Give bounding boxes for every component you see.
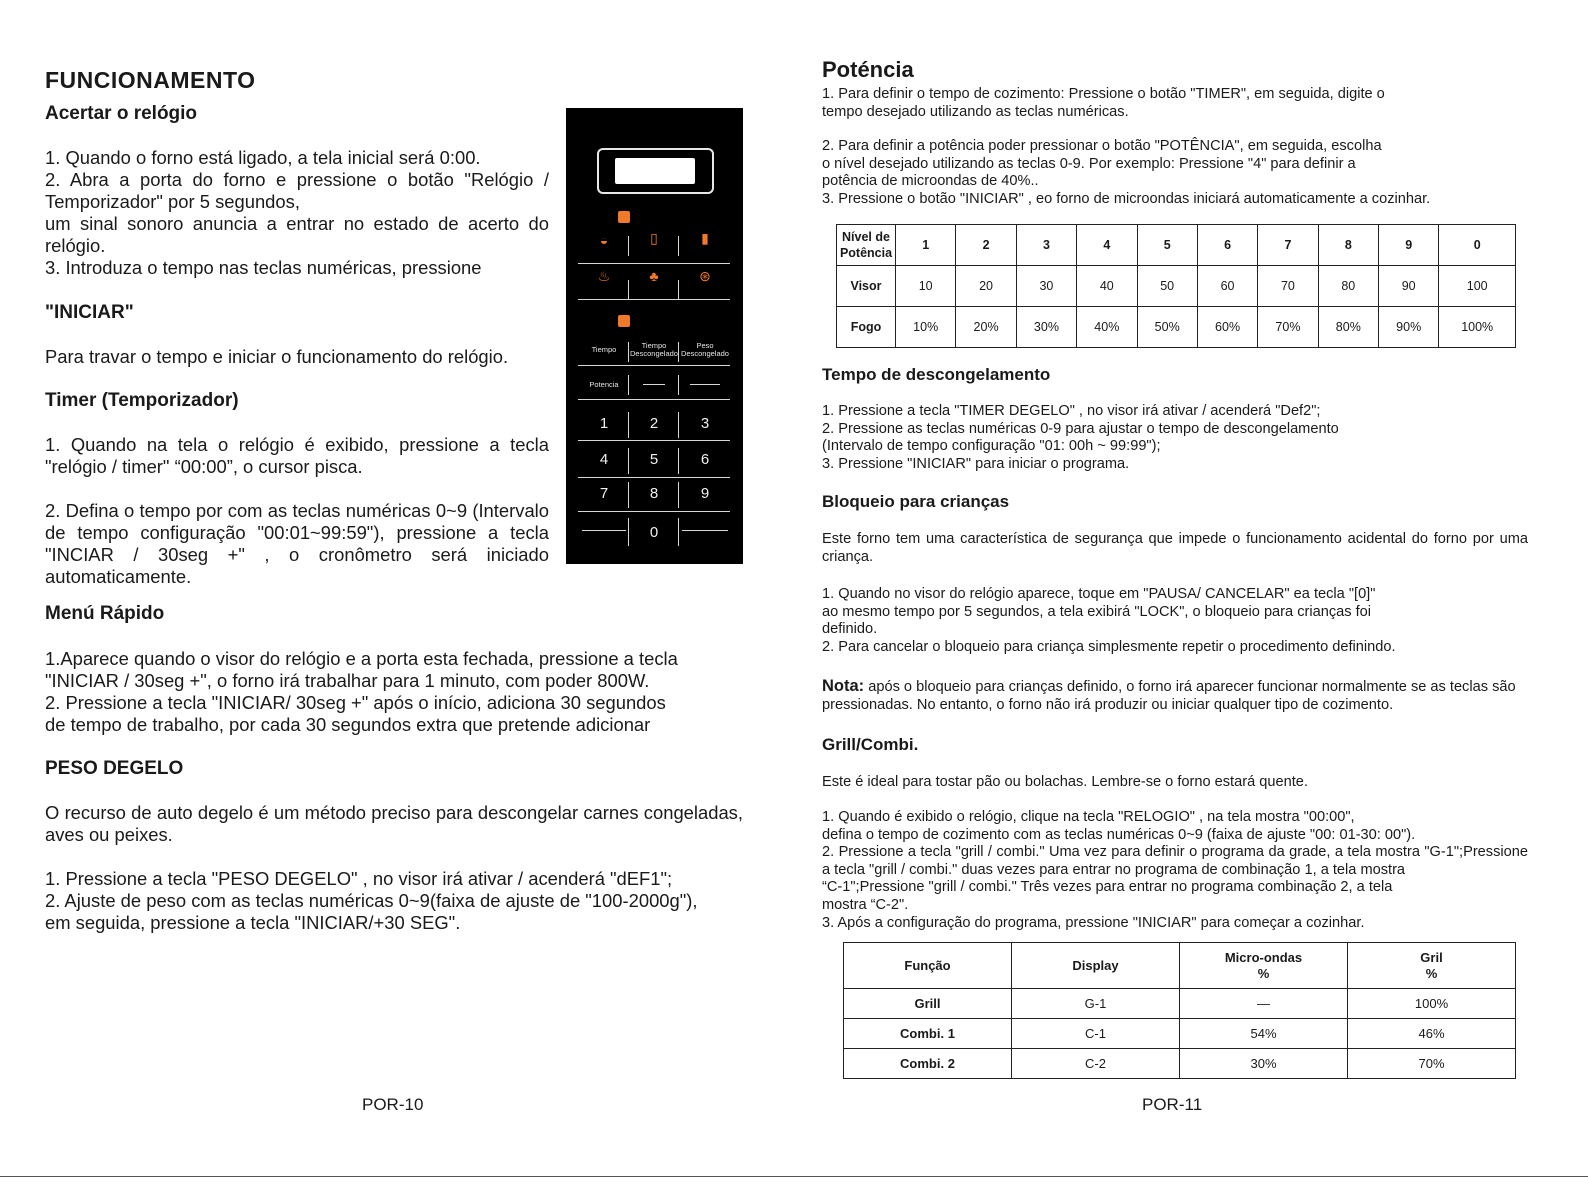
table-cell: 20 [956, 266, 1016, 307]
key-9: 9 [700, 485, 710, 502]
grill-line: 2. Pressione a tecla "grill / combi." Uma vez para definir o programa da grade, a tela mostra "G-1";Pressione a tecla "grill / combi." duas vezes para entrar no programa de combinação 1, a tela mostra [822, 844, 1528, 878]
power-line: 1. Para definir o tempo de cozimento: Pressione o botão "TIMER", em seguida, digite o [822, 86, 1385, 102]
table-cell: 80 [1318, 266, 1378, 307]
table-row-label: Visor [837, 266, 896, 307]
table-row-label: Nível de Potência [837, 225, 896, 266]
clock-instructions [45, 147, 549, 279]
defrost-paragraph: O recurso de auto degelo é um método preciso para descongelar carnes congeladas, aves ou peixes. [45, 802, 743, 845]
table-cell: 90 [1379, 266, 1439, 307]
quick-line: 1.Aparece quando o visor do relógio e a porta esta fechada, pressione a tecla [45, 648, 678, 669]
page-number-left: POR-10 [362, 1095, 424, 1114]
timer-paragraph-2: 2. Defina o tempo por com as teclas numéricas 0~9 (Intervalo de tempo configuração "00:01~99:59"), pressione a tecla "INCIAR / 30seg +" , o cronômetro será iniciado automaticamente. [45, 500, 549, 587]
table-cell: — [1180, 989, 1348, 1019]
section-heading-defrost: PESO DEGELO [45, 758, 184, 779]
iniciar-label: "INICIAR" [45, 302, 134, 323]
potencia-key-label: Potencia [589, 380, 619, 389]
table-cell: 40 [1077, 266, 1137, 307]
table-cell: 70 [1258, 266, 1318, 307]
table-cell: G-1 [1012, 989, 1180, 1019]
table-row [844, 989, 1516, 1019]
clock-lock-text: Para travar o tempo e iniciar o funcionamento do relógio. [45, 346, 509, 367]
table-cell: 10 [896, 266, 956, 307]
child-lock-note [822, 678, 1528, 714]
table-header: Função [844, 943, 1012, 989]
power-line: 2. Para definir a potência poder pressionar o botão "POTÊNCIA", em seguida, escolha [822, 138, 1382, 155]
table-cell: 7 [1258, 225, 1318, 266]
page-number-right: POR-11 [1142, 1095, 1203, 1114]
glass-icon: ▮ [701, 230, 709, 246]
table-cell: 30% [1016, 307, 1076, 348]
pizza-icon: ⊛ [699, 268, 711, 284]
table-cell: 40% [1077, 307, 1137, 348]
table-cell: C-2 [1012, 1049, 1180, 1079]
power-line: potência de microondas de 40%.. [822, 173, 1039, 190]
table-cell: Grill [844, 989, 1012, 1019]
table-cell: 20% [956, 307, 1016, 348]
defrost-time-instructions [822, 403, 1522, 473]
indicator-led [618, 315, 630, 327]
section-heading-defrost-time: Tempo de descongelamento [822, 365, 1051, 384]
table-cell: 3 [1016, 225, 1076, 266]
defrost-line: 2. Ajuste de peso com as teclas numéricas 0~9(faixa de ajuste de "100-2000g"), [45, 890, 698, 911]
table-cell: 60% [1197, 307, 1257, 348]
key-6: 6 [700, 451, 710, 468]
grill-instructions [822, 809, 1528, 932]
indicator-led [618, 211, 630, 223]
power-level-table [836, 224, 1516, 348]
quick-line: de tempo de trabalho, por cada 30 segundos extra que pretende adicionar [45, 714, 651, 735]
grill-line: 1. Quando é exibido o relógio, clique na tecla "RELOGIO" , na tela mostra "00:00", [822, 809, 1355, 825]
defrost-line: 1. Pressione a tecla "PESO DEGELO" , no visor irá ativar / acenderá "dEF1"; [45, 868, 673, 889]
bowl-icon: ◒ [599, 232, 609, 248]
child-lock-paragraph: Este forno tem uma característica de segurança que impede o funcionamento acidental do forno por uma criança. [822, 531, 1528, 565]
tiempo-descongelado-key-label: Tiempo Descongelado [630, 341, 678, 358]
table-row [837, 225, 1516, 266]
table-cell: 54% [1180, 1019, 1348, 1049]
child-lock-instructions [822, 586, 1528, 656]
defrost-instructions [45, 868, 755, 934]
defrost-time-line: (Intervalo de tempo configuração "01: 00h ~ 99:99"); [822, 438, 1161, 455]
table-row-label: Fogo [837, 307, 896, 348]
key-4: 4 [599, 451, 609, 468]
table-cell: 80% [1318, 307, 1378, 348]
table-cell: 50 [1137, 266, 1197, 307]
key-7: 7 [599, 485, 609, 502]
child-lock-line: 2. Para cancelar o bloqueio para criança simplesmente repetir o procedimento definindo. [822, 638, 1396, 655]
table-cell: 46% [1348, 1019, 1516, 1049]
table-header-row [844, 943, 1516, 989]
grill-line: mostra “C-2". [822, 896, 909, 913]
table-cell: 9 [1379, 225, 1439, 266]
tiempo-key-label: Tiempo [591, 345, 617, 354]
table-cell: 4 [1077, 225, 1137, 266]
section-heading-timer: Timer (Temporizador) [45, 390, 239, 411]
bottom-divider [0, 1176, 1588, 1177]
grill-line: 3. Após a configuração do programa, pressione "INICIAR" para começar a cozinhar. [822, 914, 1365, 931]
table-row [837, 307, 1516, 348]
child-lock-line: definido. [822, 621, 878, 638]
table-cell: Combi. 1 [844, 1019, 1012, 1049]
table-cell: 10% [896, 307, 956, 348]
section-heading-grill: Grill/Combi. [822, 735, 919, 754]
table-cell: C-1 [1012, 1019, 1180, 1049]
key-0: 0 [649, 524, 659, 541]
quick-line: 2. Pressione a tecla "INICIAR/ 30seg +" após o início, adiciona 30 segundos [45, 692, 666, 713]
section-heading-child-lock: Bloqueio para crianças [822, 492, 1010, 511]
table-header: Micro-ondas % [1180, 943, 1348, 989]
table-cell: 30 [1016, 266, 1076, 307]
table-row [844, 1049, 1516, 1079]
table-row [837, 266, 1516, 307]
note-label: Nota: [822, 677, 865, 695]
table-cell: Combi. 2 [844, 1049, 1012, 1079]
table-cell: 5 [1137, 225, 1197, 266]
section-heading-power: Poténcia [822, 57, 914, 82]
grill-paragraph: Este é ideal para tostar pão ou bolachas. Lembre-se o forno estará quente. [822, 774, 1308, 790]
clock-line: 1. Quando o forno está ligado, a tela inicial será 0:00. [45, 147, 481, 168]
table-cell: 60 [1197, 266, 1257, 307]
clock-line: 2. Abra a porta do forno e pressione o botão "Relógio / Temporizador" por 5 segundos, [45, 169, 549, 212]
table-cell: 30% [1180, 1049, 1348, 1079]
defrost-time-line: 2. Pressione as teclas numéricas 0-9 para ajustar o tempo de descongelamento [822, 420, 1339, 437]
table-cell: 50% [1137, 307, 1197, 348]
table-cell: 100 [1439, 266, 1516, 307]
table-cell: 2 [956, 225, 1016, 266]
key-5: 5 [649, 451, 659, 468]
table-header: Gril % [1348, 943, 1516, 989]
key-2: 2 [649, 415, 659, 432]
table-cell: 70% [1258, 307, 1318, 348]
table-cell: 0 [1439, 225, 1516, 266]
table-header: Display [1012, 943, 1180, 989]
table-cell: 70% [1348, 1049, 1516, 1079]
table-cell: 8 [1318, 225, 1378, 266]
key-1: 1 [599, 415, 609, 432]
table-cell: 100% [1439, 307, 1516, 348]
timer-paragraph-1: 1. Quando na tela o relógio é exibido, pressione a tecla "relógio / timer" “00:00”, o cursor pisca. [45, 434, 549, 477]
power-line: tempo desejado utilizando as teclas numéricas. [822, 103, 1129, 120]
power-instructions [822, 86, 1522, 209]
display-screen [597, 148, 714, 194]
table-cell: 100% [1348, 989, 1516, 1019]
peso-descongelado-key-label: Peso Descongelado [681, 341, 729, 358]
page-title: FUNCIONAMENTO [45, 67, 256, 93]
grill-line: defina o tempo de cozimento com as teclas numéricas 0~9 (faixa de ajuste "00: 01-30: 00"). [822, 826, 1416, 843]
power-line: 3. Pressione o botão "INICIAR" , eo forno de microondas iniciará automaticamente a cozinhar. [822, 190, 1431, 207]
defrost-time-line: 3. Pressione "INICIAR" para iniciar o programa. [822, 455, 1130, 472]
table-cell: 90% [1379, 307, 1439, 348]
section-heading-quick: Menú Rápido [45, 603, 165, 624]
table-row [844, 1019, 1516, 1049]
quick-line: "INICIAR / 30seg +", o forno irá trabalhar para 1 minuto, com poder 800W. [45, 670, 650, 691]
child-lock-line: ao mesmo tempo por 5 segundos, a tela exibirá "LOCK", o bloqueio para crianças foi [822, 603, 1372, 620]
popcorn-icon: ♨ [597, 268, 611, 284]
cup-icon: ▯ [650, 230, 658, 246]
key-3: 3 [700, 415, 710, 432]
note-text: após o bloqueio para crianças definido, o forno irá aparecer funcionar normalmente se as teclas são pressionadas. No entanto, o forno não irá produzir ou iniciar qualquer tipo de cozimento. [822, 679, 1516, 713]
section-heading-clock: Acertar o relógio [45, 103, 198, 124]
defrost-line: em seguida, pressione a tecla "INICIAR/+30 SEG". [45, 912, 461, 933]
power-line: o nível desejado utilizando as teclas 0-9. Por exemplo: Pressione "4" para definir a [822, 155, 1356, 172]
defrost-time-line: 1. Pressione a tecla "TIMER DEGELO" , no visor irá ativar / acenderá "Def2"; [822, 403, 1321, 419]
clock-line: um sinal sonoro anuncia a entrar no estado de acerto do relógio. [45, 213, 549, 256]
control-panel-illustration [566, 108, 743, 564]
table-cell: 1 [896, 225, 956, 266]
quick-instructions [45, 648, 745, 736]
child-lock-line: 1. Quando no visor do relógio aparece, toque em "PAUSA/ CANCELAR" ea tecla "[0]" [822, 586, 1376, 602]
clock-line: 3. Introduza o tempo nas teclas numéricas, pressione [45, 257, 482, 278]
chicken-icon: ♣ [649, 268, 659, 284]
grill-line: “C-1";Pressione "grill / combi." Três vezes para entrar no programa combinação 2, a tela [822, 879, 1393, 896]
grill-combi-table [843, 942, 1516, 1079]
key-8: 8 [649, 485, 659, 502]
table-cell: 6 [1197, 225, 1257, 266]
